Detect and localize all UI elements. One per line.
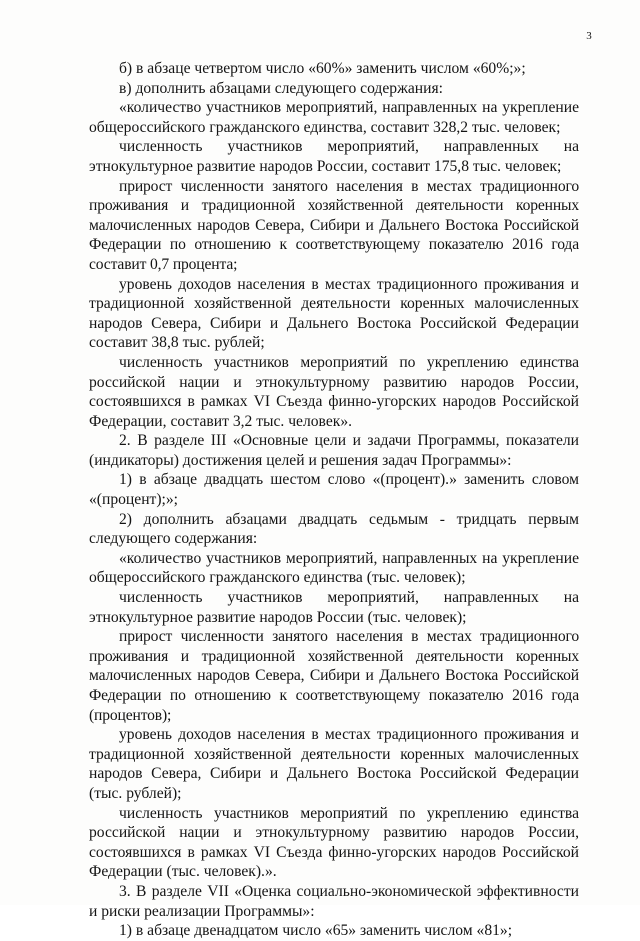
paragraph: численность участников мероприятий по укреплению единства российской нации и этнокультурному развитию народов России, состоявшихся в рамках VI Съезда финно-угорских народов Российской Федерации, составит 3,2 тыс. человек». — [89, 353, 579, 430]
paragraph: численность участников мероприятий, направленных на этнокультурное развитие народов России (тыс. человек); — [89, 589, 579, 626]
paragraph: 1) в абзаце двадцать шестом слово «(процент).» заменить словом «(процент);»; — [89, 471, 579, 509]
paragraph: численность участников мероприятий по укреплению единства российской нации и этнокультурному развитию народов России, состоявшихся в рамках VI Съезда финно-угорских народов Российской Федерации (тыс. человек).». — [89, 804, 579, 881]
paragraph: численность участников мероприятий, направленных на этнокультурное развитие народов России, составит 175,8 тыс. человек; — [89, 138, 579, 175]
paragraph: в) дополнить абзацами следующего содержания: — [119, 79, 443, 97]
paragraph: 3. В разделе VII «Оценка социально-экономической эффективности и риски реализации Программы»: — [89, 882, 579, 920]
paragraph: 1) в абзаце двенадцатом число «65» заменить числом «81»; — [119, 922, 513, 940]
paragraph: прирост численности занятого населения в местах традиционного проживания и традиционной хозяйственной деятельности коренных малочисленных народов Севера, Сибири и Дальнего Востока Российской Федерации по отношению к соответствующему показателю 2016 года (процентов); — [89, 628, 579, 724]
document-body — [89, 59, 579, 941]
paragraph: «количество участников мероприятий, направленных на укрепление общероссийского гражданского единства, составит 328,2 тыс. человек; — [89, 99, 579, 136]
paragraph: «количество участников мероприятий, направленных на укрепление общероссийского гражданского единства (тыс. человек); — [89, 549, 579, 587]
paragraph: уровень доходов населения в местах традиционного проживания и традиционной хозяйственной деятельности коренных малочисленных народов Севера, Сибири и Дальнего Востока Российской Федерации (тыс. рублей); — [89, 726, 579, 802]
paragraph: 2. В разделе III «Основные цели и задачи Программы, показатели (индикаторы) достижения целей и решения задач Программы»: — [89, 432, 579, 469]
paragraph: прирост численности занятого населения в местах традиционного проживания и традиционной хозяйственной деятельности коренных малочисленных народов Севера, Сибири и Дальнего Востока Российской Федерации по отношению к соответствующему показателю 2016 года составит 0,7 процента; — [89, 177, 579, 273]
paragraph: уровень доходов населения в местах традиционного проживания и традиционной хозяйственной деятельности коренных малочисленных народов Севера, Сибири и Дальнего Востока Российской Федерации составит 38,8 тыс. рублей; — [89, 275, 579, 352]
paragraph: 2) дополнить абзацами двадцать седьмым - тридцать первым следующего содержания: — [89, 510, 579, 548]
page-number: 3 — [586, 30, 592, 42]
paragraph: б) в абзаце четвертом число «60%» заменить числом «60%;»; — [119, 60, 526, 77]
